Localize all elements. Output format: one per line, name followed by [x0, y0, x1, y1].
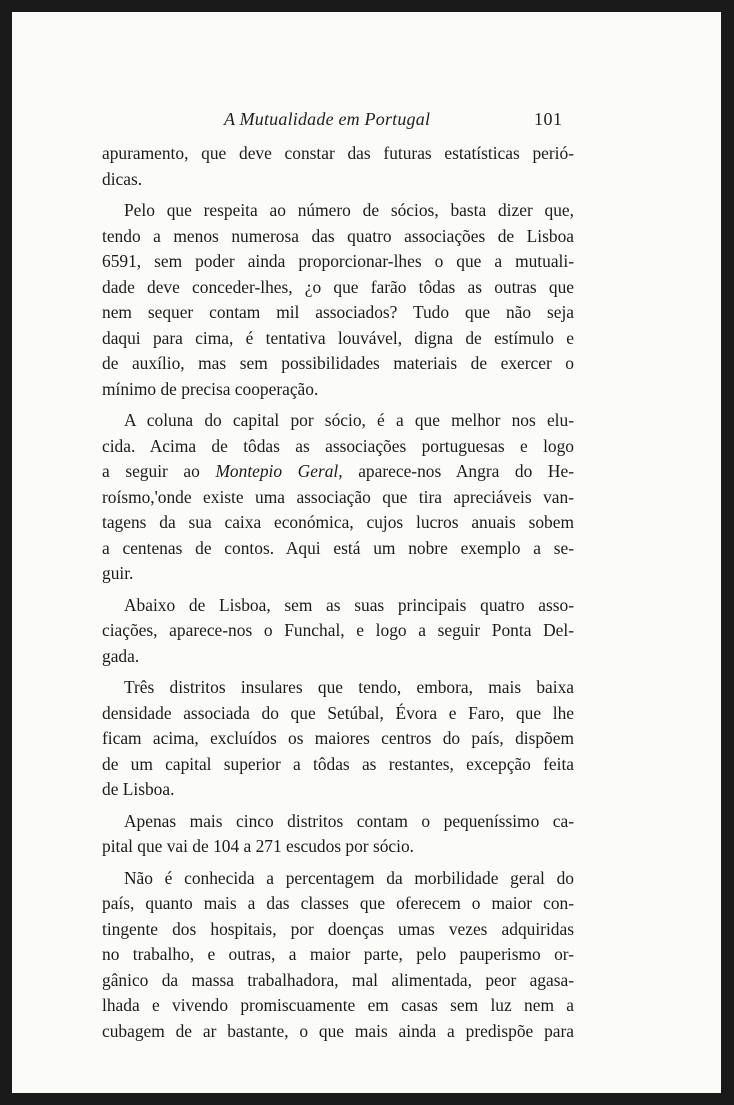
text-line: mínimo de precisa cooperação. [102, 378, 319, 399]
text-line: ficam acima, excluídos os maiores centros do país, dispõem [102, 728, 574, 748]
text-line: Pelo que respeita ao número de sócios, basta dizer que, [124, 200, 574, 220]
text-line: dade deve conceder-lhes, ¿o que farão tôdas as outras que [102, 276, 574, 297]
text-line: país, quanto mais a das classes que oferecem o maior con- [102, 893, 574, 913]
text-line: densidade associada do que Setúbal, Évora e Faro, que lhe [102, 702, 574, 723]
text-line: tagens da sua caixa económica, cujos lucros anuais sobem [102, 512, 574, 532]
body-text [102, 141, 574, 1045]
paragraph [102, 141, 574, 192]
italic-phrase: Montepio Geral, [215, 461, 343, 481]
text-line: pital que vai de 104 a 271 escudos por sócio. [102, 836, 414, 856]
paragraph [102, 593, 574, 670]
paragraph [102, 198, 574, 402]
text-line: gada. [102, 645, 140, 666]
text-line: roísmo,'onde existe uma associação que tira apreciáveis van- [102, 486, 574, 507]
paragraph [102, 408, 574, 587]
text-line: guir. [102, 563, 134, 583]
text-line: Três distritos insulares que tendo, embora, mais baixa [124, 677, 574, 697]
text-line: a centenas de contos. Aqui está um nobre exemplo a se- [102, 537, 574, 558]
text-line: de Lisboa. [102, 779, 175, 799]
text-line: cubagem de ar bastante, o que mais ainda a predispõe para [102, 1020, 574, 1041]
running-title: A Mutualidade em Portugal [224, 109, 431, 129]
text-line: cida. Acima de tôdas as associações portuguesas e logo [102, 435, 574, 456]
text-line: Não é conhecida a percentagem da morbilidade geral do [124, 867, 574, 888]
paragraph [102, 809, 574, 860]
text-line: Apenas mais cinco distritos contam o pequeníssimo ca- [124, 810, 574, 831]
text-line: gânico da massa trabalhadora, mal alimentada, peor agasa- [102, 969, 574, 990]
text-line: a seguir ao Montepio Geral, aparece-nos Angra do He- [102, 461, 574, 481]
text-line: A coluna do capital por sócio, é a que melhor nos elu- [124, 410, 574, 430]
paragraph [102, 675, 574, 803]
text-line: lhada e vivendo promiscuamente em casas sem luz nem a [102, 995, 574, 1015]
text-line: apuramento, que deve constar das futuras estatísticas perió- [102, 143, 574, 163]
text-line: tingente dos hospitais, por doenças umas vezes adquiridas [102, 918, 574, 939]
paragraph [102, 866, 574, 1045]
running-header [12, 109, 721, 133]
text-line: dicas. [102, 168, 143, 189]
text-line: daqui para cima, é tentativa louvável, digna de estímulo e [102, 327, 574, 348]
text-line: tendo a menos numerosa das quatro associações de Lisboa [102, 225, 574, 246]
page-number: 101 [534, 109, 563, 129]
book-page [12, 12, 721, 1093]
text-line: Abaixo de Lisboa, sem as suas principais quatro asso- [124, 594, 574, 615]
text-line: de auxílio, mas sem possibilidades materiais de exercer o [102, 353, 574, 373]
text-line: de um capital superior a tôdas as restantes, excepção feita [102, 753, 574, 774]
text-line: 6591, sem poder ainda proporcionar-lhes o que a mutuali- [102, 251, 574, 271]
text-line: ciações, aparece-nos o Funchal, e logo a seguir Ponta Del- [102, 620, 574, 640]
text-line: no trabalho, e outras, a maior parte, pelo pauperismo or- [102, 944, 574, 964]
text-line: nem sequer contam mil associados? Tudo que não seja [102, 302, 574, 322]
